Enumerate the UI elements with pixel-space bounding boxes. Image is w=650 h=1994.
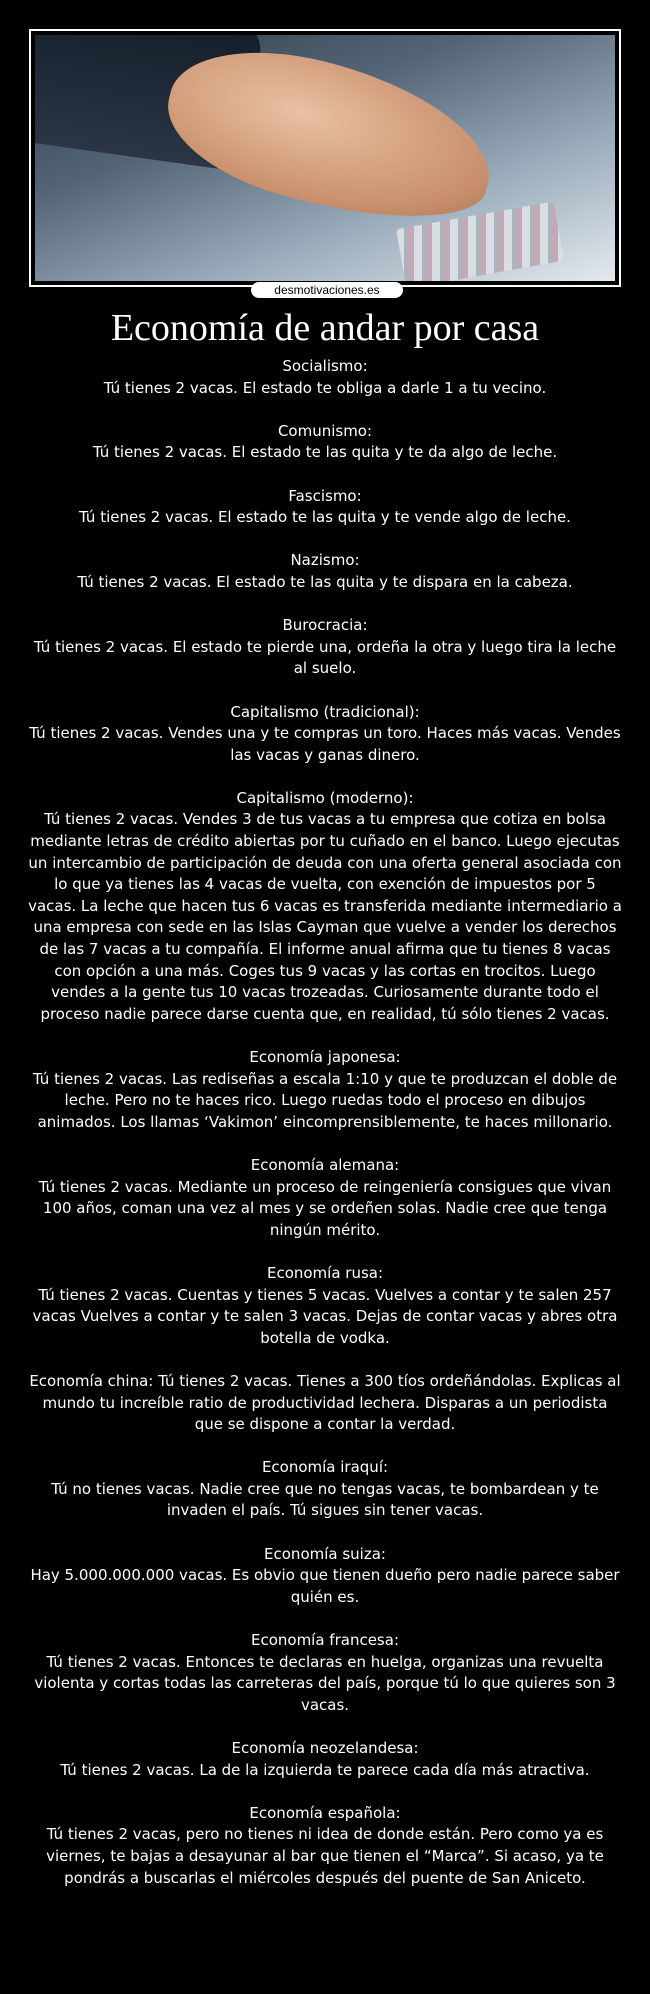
section-text: Tú tienes 2 vacas. Cuentas y tienes 5 vacas. Vuelves a contar y te salen 257 vacas Vuelves a contar y te salen 3 vacas. Dejas de contar vacas y abres otra botella de vodka. <box>32 1285 618 1347</box>
section-text: Tú tienes 2 vacas. El estado te obliga a darle 1 a tu vecino. <box>103 378 547 397</box>
economy-section <box>28 1047 622 1133</box>
page-title: Economía de andar por casa <box>110 307 540 349</box>
section-heading: Economía rusa: <box>266 1263 384 1282</box>
section-text: Tú tienes 2 vacas. El estado te las quita y te vende algo de leche. <box>79 508 571 527</box>
economy-section <box>28 702 622 767</box>
economy-section <box>28 1738 622 1781</box>
section-text: Tú no tienes vacas. Nadie cree que no tengas vacas, te bombardean y te invaden el país. Tú sigues sin tener vacas. <box>51 1479 599 1520</box>
poster-text <box>28 356 622 1911</box>
section-heading: Nazismo: <box>290 551 360 570</box>
economy-section <box>28 1155 622 1241</box>
section-text: Economía china: Tú tienes 2 vacas. Tienes a 300 tíos ordeñándolas. Explicas al mundo tu increíble ratio de productividad lechera. Disparas a un periodista que se dispone a contar la verdad. <box>29 1371 621 1434</box>
section-heading: Economía alemana: <box>250 1155 400 1174</box>
watermark-badge: desmotivaciones.es <box>251 282 403 298</box>
section-heading: Comunismo: <box>277 421 373 440</box>
section-text: Hay 5.000.000.000 vacas. Es obvio que tienen dueño pero nadie parece saber quién es. <box>30 1566 620 1606</box>
image-frame <box>29 29 621 287</box>
economy-section <box>28 615 622 680</box>
economy-section <box>28 1263 622 1349</box>
section-text: Tú tienes 2 vacas, pero no tienes ni idea de donde están. Pero como ya es viernes, te bajas a desayunar al bar que tienen el “Marca”. Si acaso, ya te pondrás a buscarlas el miércoles después del puente de San Aniceto. <box>46 1825 604 1887</box>
section-heading: Economía francesa: <box>250 1631 399 1650</box>
section-heading: Socialismo: <box>282 357 368 375</box>
section-text: Tú tienes 2 vacas. El estado te las quita y te da algo de leche. <box>92 443 558 462</box>
section-heading: Burocracia: <box>282 616 368 635</box>
section-heading: Capitalismo (moderno): <box>236 788 414 807</box>
section-heading: Fascismo: <box>288 486 362 505</box>
section-text: Tú tienes 2 vacas. La de la izquierda te parece cada día más atractiva. <box>60 1760 590 1779</box>
economy-section <box>28 1803 622 1889</box>
economy-section <box>28 1371 622 1436</box>
economy-section <box>28 356 622 399</box>
hand-with-money-photo <box>35 35 615 281</box>
section-heading: Economía suiza: <box>264 1544 386 1563</box>
section-text: Tú tienes 2 vacas. Vendes una y te compras un toro. Haces más vacas. Vendes las vacas y ganas dinero. <box>29 724 621 764</box>
economy-section <box>28 788 622 1026</box>
section-text: Tú tienes 2 vacas. Las rediseñas a escala 1:10 y que te produzcan el doble de leche. Pero no te haces rico. Luego ruedas todo el proceso en dibujos animados. Los llamas ‘Vakimon’ eincomprensiblemente, te haces millonario. <box>32 1069 618 1131</box>
section-text: Tú tienes 2 vacas. Mediante un proceso de reingeniería consigues que vivan 100 años, coman una vez al mes y se ordeñen solas. Nadie cree que tenga ningún mérito. <box>38 1177 612 1239</box>
section-text: Tú tienes 2 vacas. Entonces te declaras en huelga, organizas una revuelta violenta y cortas todas las carreteras del país, porque tú lo que quieres son 3 vacas. <box>34 1652 616 1714</box>
economy-section <box>28 486 622 529</box>
section-heading: Economía japonesa: <box>249 1048 401 1066</box>
economy-section <box>28 1544 622 1609</box>
section-heading: Economía iraquí: <box>261 1458 389 1477</box>
hand-image <box>153 35 507 243</box>
section-text: Tú tienes 2 vacas. El estado te las quita y te dispara en la cabeza. <box>77 572 573 591</box>
section-text: Tú tienes 2 vacas. El estado te pierde una, ordeña la otra y luego tira la leche al suelo. <box>33 637 617 678</box>
economy-section <box>28 550 622 593</box>
economy-section <box>28 1457 622 1522</box>
section-heading: Capitalismo (tradicional): <box>230 702 420 721</box>
economy-section <box>28 421 622 464</box>
economy-section <box>28 1630 622 1716</box>
section-heading: Economía española: <box>249 1803 401 1822</box>
section-heading: Economía neozelandesa: <box>231 1739 419 1757</box>
section-text: Tú tienes 2 vacas. Vendes 3 de tus vacas a tu empresa que cotiza en bolsa mediante letras de crédito abiertas por tu cuñado en el banco. Luego ejecutas un intercambio de participación de deuda con una oferta general asociada con lo que ya tienes las 4 vacas de vuelta, con exención de impuestos por 5 vacas. La leche que hacen tus 6 vacas es transferida mediante intermediario a una empresa con sede en las Islas Cayman que vuelve a vender los derechos de las 7 vacas a tu compañía. El informe anual afirma que tu tienes 8 vacas con opción a una más. Coges tus 9 vacas y las cortas en trocitos. Luego vendes a la gente tus 10 vacas trozeadas. Curiosamente durante todo el proceso nadie parece darse cuenta que, en realidad, tú sólo tienes 2 vacas. <box>28 810 622 1023</box>
